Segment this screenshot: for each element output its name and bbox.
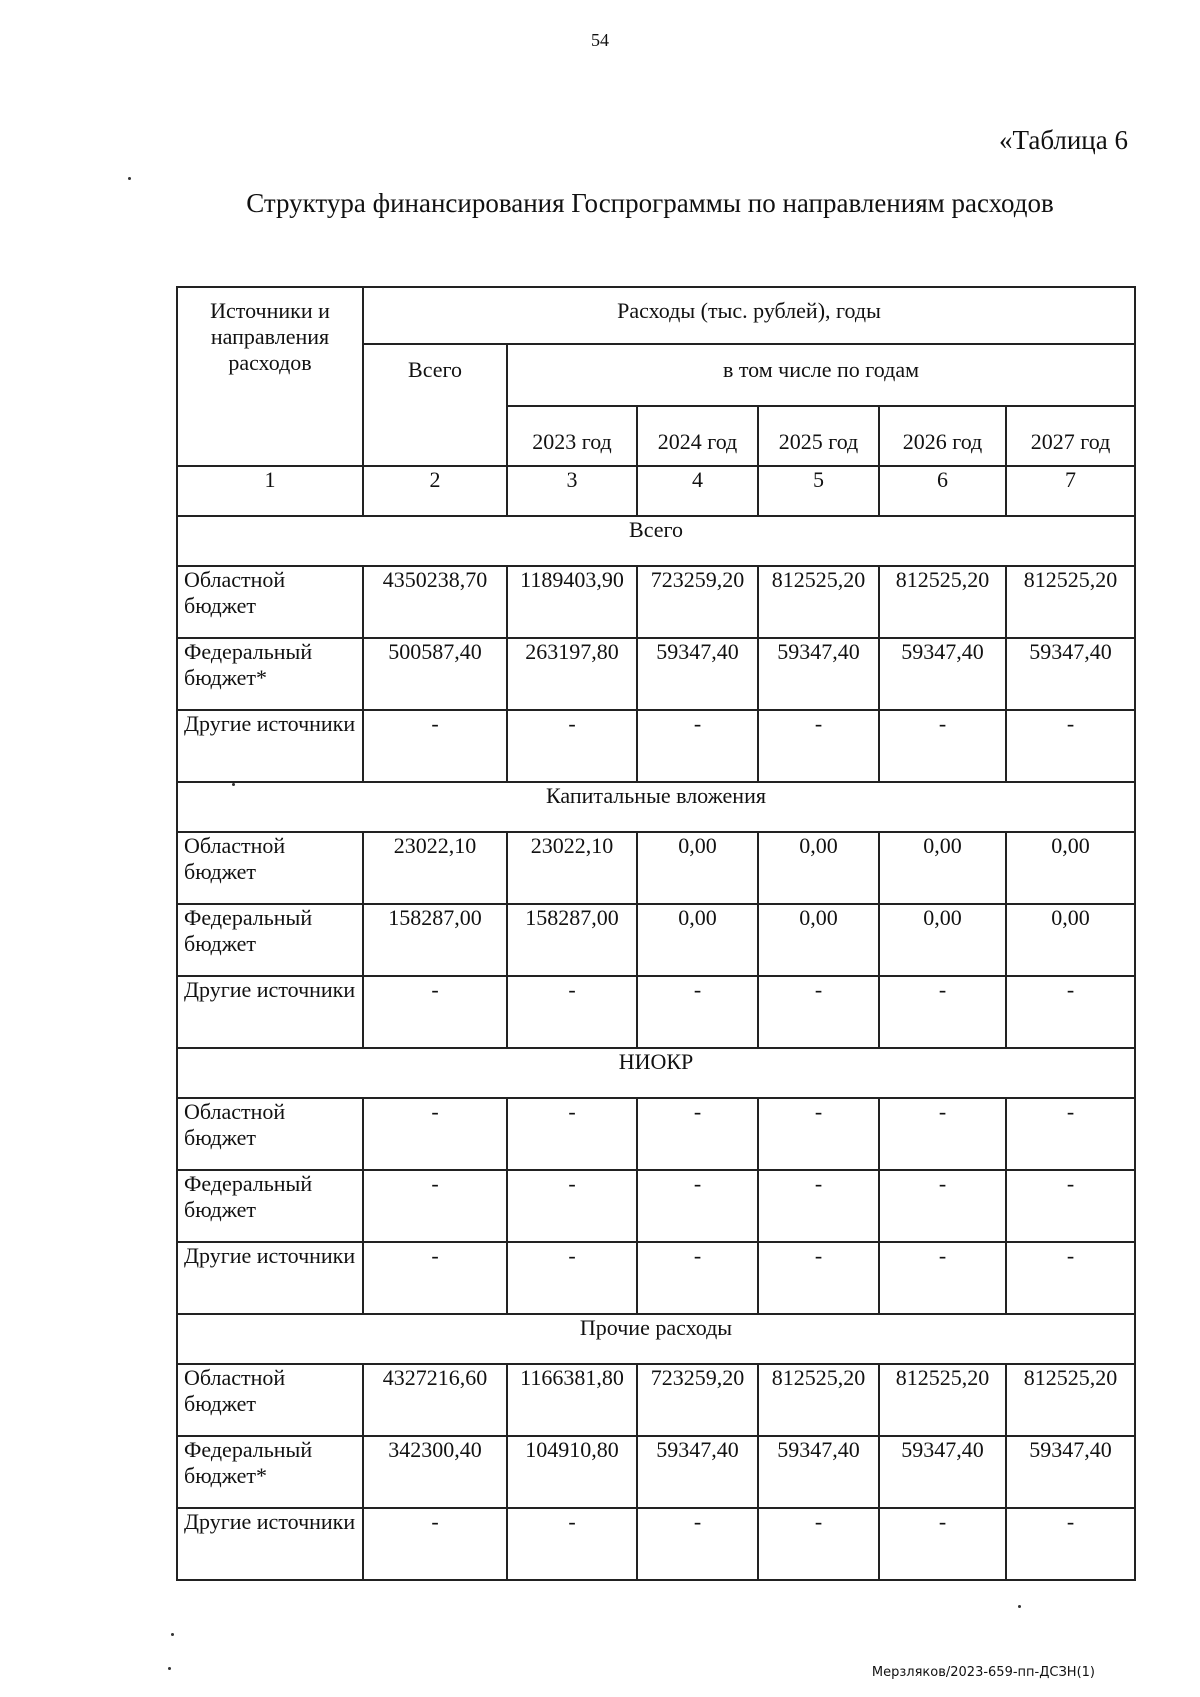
cell-value: - bbox=[879, 976, 1006, 1048]
cell-value: - bbox=[507, 710, 637, 782]
cell-value: - bbox=[363, 1508, 507, 1580]
table-row bbox=[177, 832, 1135, 904]
cell-value: 59347,40 bbox=[879, 1436, 1006, 1508]
cell-value: 263197,80 bbox=[507, 638, 637, 710]
cell-value: 723259,20 bbox=[637, 1364, 758, 1436]
table-row bbox=[177, 1242, 1135, 1314]
section-header-row bbox=[177, 1048, 1135, 1098]
cell-value: - bbox=[637, 1242, 758, 1314]
cell-value: 158287,00 bbox=[507, 904, 637, 976]
cell-value: - bbox=[637, 1508, 758, 1580]
cell-value: - bbox=[363, 1170, 507, 1242]
table-row bbox=[177, 710, 1135, 782]
row-label: Областной бюджет bbox=[177, 1364, 363, 1436]
table-row bbox=[177, 904, 1135, 976]
cell-value: - bbox=[363, 976, 507, 1048]
financing-table bbox=[176, 286, 1136, 1581]
cell-value: - bbox=[1006, 710, 1135, 782]
cell-value: - bbox=[758, 710, 879, 782]
cell-value: - bbox=[637, 710, 758, 782]
row-label: Другие источники bbox=[177, 1508, 363, 1580]
table-row bbox=[177, 976, 1135, 1048]
cell-value: 59347,40 bbox=[637, 1436, 758, 1508]
table-row bbox=[177, 638, 1135, 710]
cell-value: 59347,40 bbox=[879, 638, 1006, 710]
scan-speck bbox=[232, 783, 235, 786]
cell-value: - bbox=[507, 1098, 637, 1170]
cell-value: 0,00 bbox=[758, 832, 879, 904]
column-number: 5 bbox=[758, 466, 879, 516]
header-by-years: в том числе по годам bbox=[507, 344, 1135, 406]
cell-value: - bbox=[637, 1170, 758, 1242]
section-title: Всего bbox=[177, 516, 1135, 566]
header-year-2: 2024 год bbox=[637, 406, 758, 466]
document-title: Структура финансирования Госпрограммы по направлениям расходов bbox=[246, 188, 1054, 218]
cell-value: - bbox=[879, 1098, 1006, 1170]
cell-value: 500587,40 bbox=[363, 638, 507, 710]
table-row bbox=[177, 1436, 1135, 1508]
cell-value: - bbox=[1006, 1098, 1135, 1170]
cell-value: - bbox=[363, 1098, 507, 1170]
cell-value: - bbox=[758, 976, 879, 1048]
row-label: Федеральный бюджет* bbox=[177, 1436, 363, 1508]
cell-value: - bbox=[1006, 1170, 1135, 1242]
cell-value: 0,00 bbox=[758, 904, 879, 976]
section-title: Капитальные вложения bbox=[177, 782, 1135, 832]
cell-value: 812525,20 bbox=[758, 1364, 879, 1436]
cell-value: - bbox=[758, 1508, 879, 1580]
table-label: «Таблица 6 bbox=[999, 125, 1128, 155]
column-numbers-row bbox=[177, 466, 1135, 516]
cell-value: - bbox=[637, 1098, 758, 1170]
section-title: Прочие расходы bbox=[177, 1314, 1135, 1364]
cell-value: 23022,10 bbox=[507, 832, 637, 904]
cell-value: 0,00 bbox=[637, 832, 758, 904]
cell-value: 0,00 bbox=[879, 832, 1006, 904]
cell-value: - bbox=[363, 1242, 507, 1314]
cell-value: 1166381,80 bbox=[507, 1364, 637, 1436]
cell-value: - bbox=[879, 1508, 1006, 1580]
cell-value: - bbox=[879, 1170, 1006, 1242]
table-row bbox=[177, 1364, 1135, 1436]
cell-value: 104910,80 bbox=[507, 1436, 637, 1508]
header-total: Всего bbox=[363, 344, 507, 466]
section-header-row bbox=[177, 782, 1135, 832]
row-label: Другие источники bbox=[177, 976, 363, 1048]
cell-value: 812525,20 bbox=[1006, 1364, 1135, 1436]
cell-value: 59347,40 bbox=[758, 1436, 879, 1508]
cell-value: 723259,20 bbox=[637, 566, 758, 638]
header-year-1: 2023 год bbox=[507, 406, 637, 466]
cell-value: - bbox=[758, 1170, 879, 1242]
cell-value: 59347,40 bbox=[1006, 638, 1135, 710]
cell-value: - bbox=[363, 710, 507, 782]
section-header-row bbox=[177, 516, 1135, 566]
header-year-3: 2025 год bbox=[758, 406, 879, 466]
column-number: 6 bbox=[879, 466, 1006, 516]
cell-value: - bbox=[1006, 1242, 1135, 1314]
cell-value: 23022,10 bbox=[363, 832, 507, 904]
row-label: Областной бюджет bbox=[177, 832, 363, 904]
row-label: Другие источники bbox=[177, 710, 363, 782]
row-label: Федеральный бюджет* bbox=[177, 638, 363, 710]
header-sources: Источники и направления расходов bbox=[177, 287, 363, 466]
cell-value: - bbox=[758, 1098, 879, 1170]
cell-value: - bbox=[507, 1170, 637, 1242]
cell-value: 812525,20 bbox=[879, 1364, 1006, 1436]
table-row bbox=[177, 1508, 1135, 1580]
cell-value: 1189403,90 bbox=[507, 566, 637, 638]
column-number: 7 bbox=[1006, 466, 1135, 516]
column-number: 1 bbox=[177, 466, 363, 516]
scan-speck bbox=[128, 177, 131, 180]
column-number: 2 bbox=[363, 466, 507, 516]
cell-value: - bbox=[507, 976, 637, 1048]
cell-value: - bbox=[879, 710, 1006, 782]
cell-value: 0,00 bbox=[1006, 904, 1135, 976]
cell-value: 0,00 bbox=[879, 904, 1006, 976]
cell-value: - bbox=[879, 1242, 1006, 1314]
column-number: 3 bbox=[507, 466, 637, 516]
row-label: Областной бюджет bbox=[177, 566, 363, 638]
cell-value: 342300,40 bbox=[363, 1436, 507, 1508]
row-label: Федеральный бюджет bbox=[177, 904, 363, 976]
scan-speck bbox=[1018, 1605, 1021, 1608]
cell-value: 59347,40 bbox=[758, 638, 879, 710]
table-row bbox=[177, 566, 1135, 638]
cell-value: 4350238,70 bbox=[363, 566, 507, 638]
cell-value: 0,00 bbox=[637, 904, 758, 976]
cell-value: 812525,20 bbox=[1006, 566, 1135, 638]
cell-value: 4327216,60 bbox=[363, 1364, 507, 1436]
cell-value: - bbox=[1006, 976, 1135, 1048]
section-header-row bbox=[177, 1314, 1135, 1364]
page-number: 54 bbox=[591, 30, 609, 50]
cell-value: 812525,20 bbox=[758, 566, 879, 638]
section-title: НИОКР bbox=[177, 1048, 1135, 1098]
row-label: Федеральный бюджет bbox=[177, 1170, 363, 1242]
table-row bbox=[177, 1170, 1135, 1242]
cell-value: 59347,40 bbox=[1006, 1436, 1135, 1508]
cell-value: - bbox=[758, 1242, 879, 1314]
cell-value: - bbox=[1006, 1508, 1135, 1580]
cell-value: - bbox=[507, 1242, 637, 1314]
header-year-5: 2027 год bbox=[1006, 406, 1135, 466]
cell-value: - bbox=[507, 1508, 637, 1580]
scan-speck bbox=[171, 1633, 174, 1636]
row-label: Областной бюджет bbox=[177, 1098, 363, 1170]
header-expenses: Расходы (тыс. рублей), годы bbox=[363, 287, 1135, 344]
row-label: Другие источники bbox=[177, 1242, 363, 1314]
header-year-4: 2026 год bbox=[879, 406, 1006, 466]
table-row bbox=[177, 1098, 1135, 1170]
cell-value: 158287,00 bbox=[363, 904, 507, 976]
scan-speck bbox=[168, 1667, 171, 1670]
cell-value: 812525,20 bbox=[879, 566, 1006, 638]
footer-code: Мерзляков/2023-659-пп-ДСЗН(1) bbox=[871, 1665, 1095, 1680]
cell-value: 0,00 bbox=[1006, 832, 1135, 904]
cell-value: 59347,40 bbox=[637, 638, 758, 710]
column-number: 4 bbox=[637, 466, 758, 516]
cell-value: - bbox=[637, 976, 758, 1048]
